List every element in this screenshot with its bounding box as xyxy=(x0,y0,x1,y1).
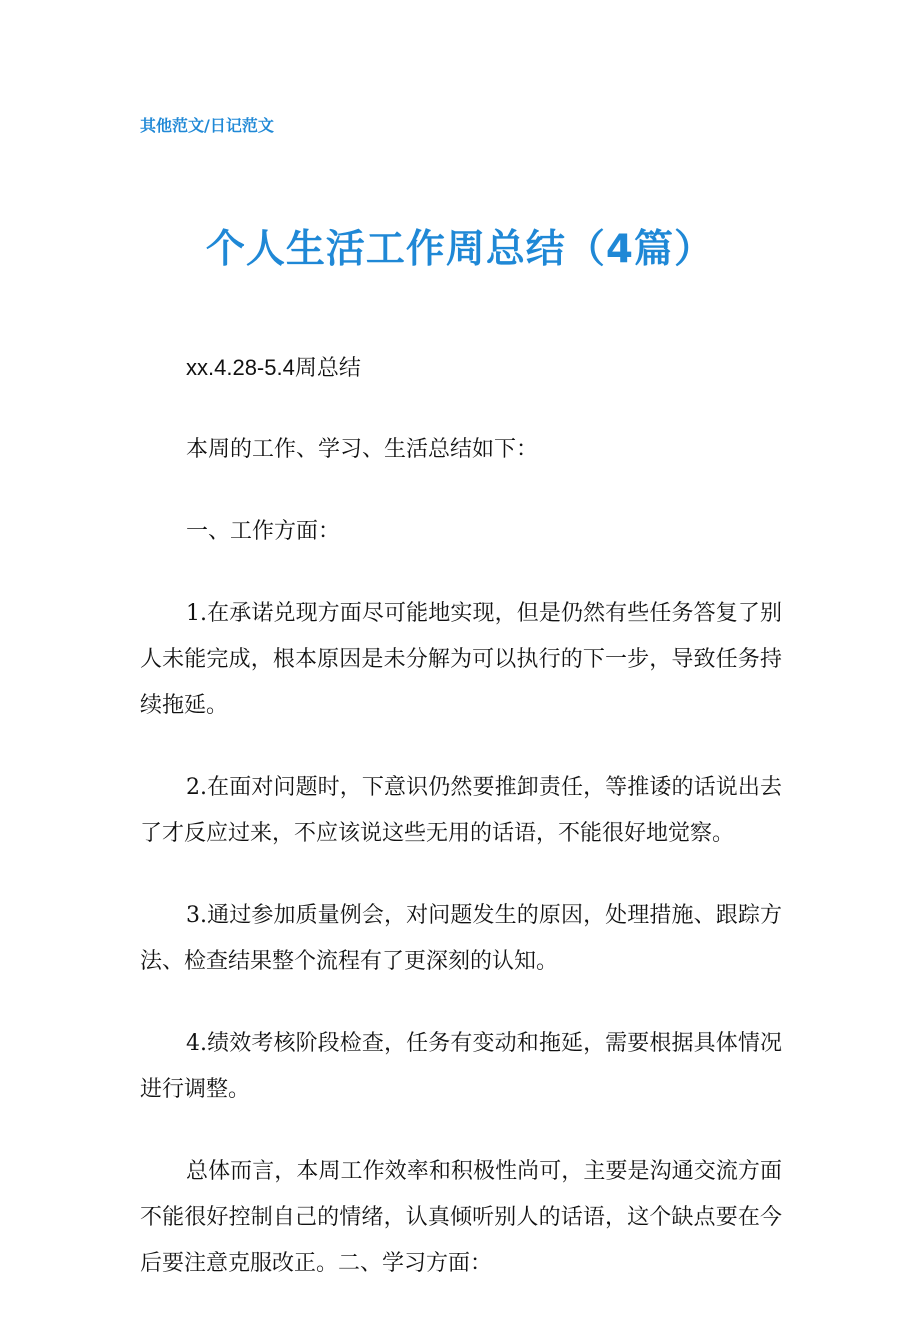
paragraph-date-range: xx.4.28-5.4周总结 xyxy=(186,355,361,380)
paragraph-item-4: 4.绩效考核阶段检查，任务有变动和拖延，需要根据具体情况进行调整。 xyxy=(140,1031,782,1102)
paragraph-item-2: 2.在面对问题时，下意识仍然要推卸责任，等推诿的话说出去了才反应过来，不应该说这些无用的话语，不能很好地觉察。 xyxy=(140,775,782,846)
paragraph-item-3: 3.通过参加质量例会，对问题发生的原因，处理措施、跟踪方法、检查结果整个流程有了更深刻的认知。 xyxy=(140,903,782,974)
paragraph-work-heading: 一、工作方面： xyxy=(186,519,341,544)
document-title: 个人生活工作周总结（4篇） xyxy=(205,227,715,272)
paragraph-summary: 总体而言，本周工作效率和积极性尚可，主要是沟通交流方面不能很好控制自己的情绪，认真倾听别人的话语，这个缺点要在今后要注意克服改正。二、学习方面： xyxy=(140,1159,782,1276)
breadcrumb[interactable]: 其他范文/日记范文 xyxy=(140,116,274,135)
paragraph-item-1: 1.在承诺兑现方面尽可能地实现，但是仍然有些任务答复了别人未能完成，根本原因是未分解为可以执行的下一步，导致任务持续拖延。 xyxy=(140,601,782,718)
paragraph-intro: 本周的工作、学习、生活总结如下： xyxy=(186,437,539,462)
document-body xyxy=(140,345,782,1323)
